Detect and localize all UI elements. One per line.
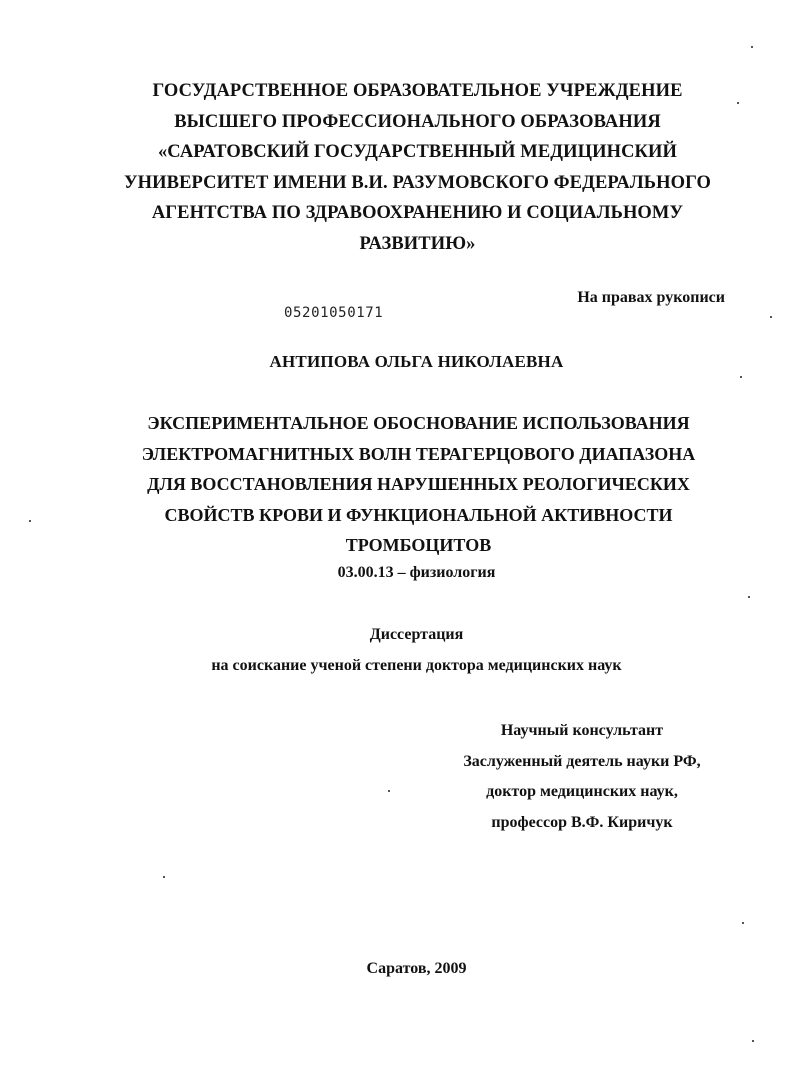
scientific-consultant [432, 716, 732, 839]
scan-speck [752, 1040, 754, 1042]
institution-line: УНИВЕРСИТЕТ ИМЕНИ В.И. РАЗУМОВСКОГО ФЕДЕРАЛЬНОГО [124, 172, 711, 193]
degree-statement: на соискание ученой степени доктора медицинских наук [211, 657, 622, 674]
institution-line: «САРАТОВСКИЙ ГОСУДАРСТВЕННЫЙ МЕДИЦИНСКИЙ [157, 142, 678, 163]
manuscript-rights-note: На правах рукописи [577, 289, 725, 306]
scan-speck [748, 596, 750, 598]
specialty-code: 03.00.13 – физиология [337, 564, 496, 581]
registration-number: 05201050171 [284, 305, 384, 321]
document-type: Диссертация [369, 626, 464, 643]
scan-speck [29, 520, 31, 522]
scan-speck [163, 876, 165, 878]
thesis-title-line: ЭКСПЕРИМЕНТАЛЬНОЕ ОБОСНОВАНИЕ ИСПОЛЬЗОВАНИЯ [147, 413, 690, 433]
scan-speck [740, 376, 742, 378]
scan-speck [388, 790, 390, 792]
scan-speck [770, 316, 772, 318]
thesis-title-line: ЭЛЕКТРОМАГНИТНЫХ ВОЛН ТЕРАГЕРЦОВОГО ДИАПАЗОНА [141, 443, 696, 464]
institution-header [20, 76, 793, 260]
thesis-title-line: СВОЙСТВ КРОВИ И ФУНКЦИОНАЛЬНОЙ АКТИВНОСТИ [164, 504, 673, 525]
institution-line: ВЫСШЕГО ПРОФЕССИОНАЛЬНОГО ОБРАЗОВАНИЯ [174, 111, 661, 132]
thesis-title-line: ТРОМБОЦИТОВ [345, 535, 492, 555]
author-name: АНТИПОВА ОЛЬГА НИКОЛАЕВНА [269, 352, 564, 371]
institution-line: РАЗВИТИЮ» [359, 233, 476, 254]
consultant-line: Заслуженный деятель науки РФ, [463, 752, 701, 770]
consultant-line: доктор медицинских наук, [486, 783, 678, 801]
consultant-line: Научный консультант [500, 722, 664, 739]
thesis-title-line: ДЛЯ ВОССТАНОВЛЕНИЯ НАРУШЕННЫХ РЕОЛОГИЧЕСКИХ [147, 474, 690, 494]
place-and-year: Саратов, 2009 [366, 960, 467, 977]
institution-line: АГЕНТСТВА ПО ЗДРАВООХРАНЕНИЮ И СОЦИАЛЬНОМУ [151, 203, 684, 224]
scan-speck [742, 922, 744, 924]
thesis-title [22, 408, 793, 561]
consultant-line: профессор В.Ф. Киричук [491, 814, 673, 832]
scan-speck [751, 46, 753, 48]
institution-line: ГОСУДАРСТВЕННОЕ ОБРАЗОВАТЕЛЬНОЕ УЧРЕЖДЕНИЕ [152, 81, 683, 101]
scan-speck [737, 102, 739, 104]
